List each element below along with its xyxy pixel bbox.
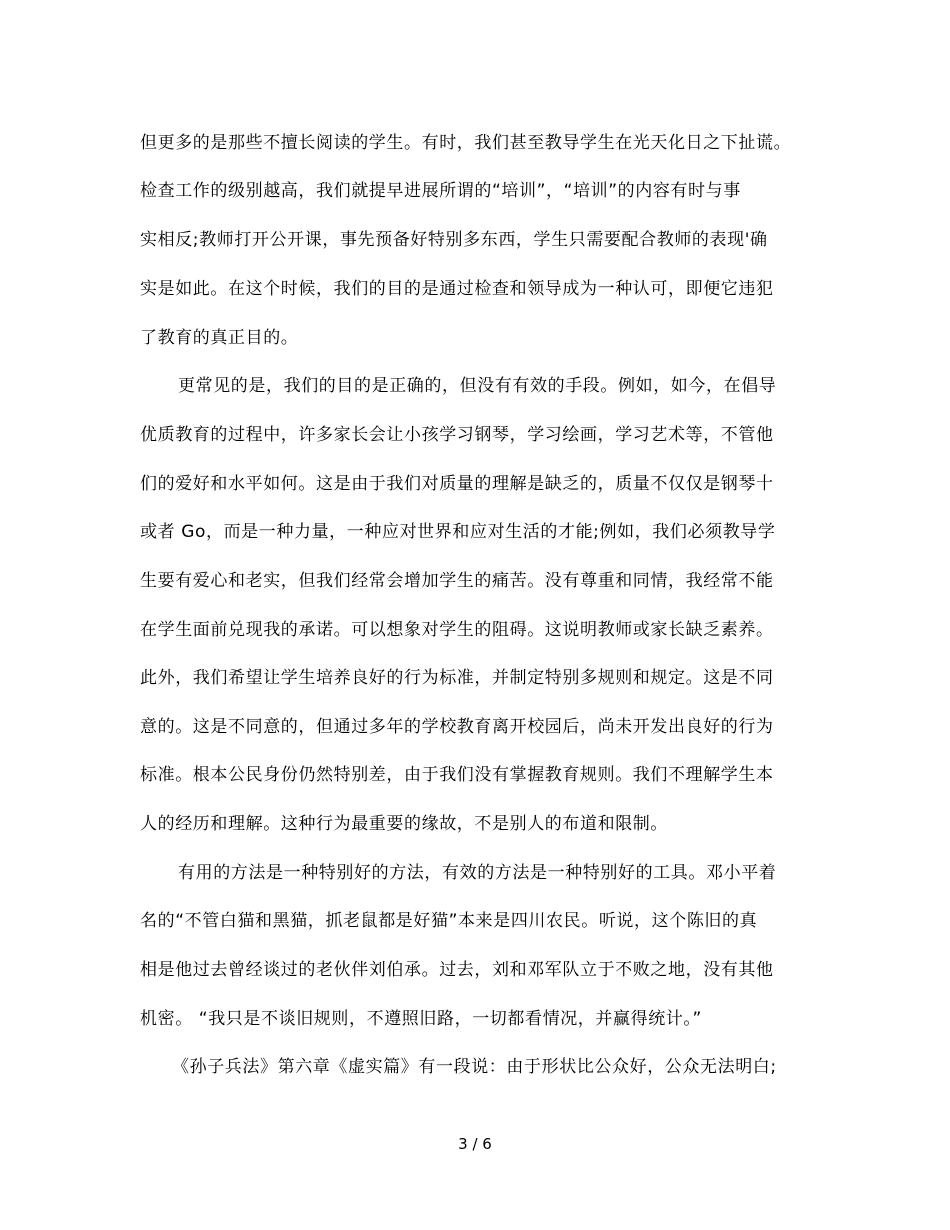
text-line: 但更多的是那些不擅长阅读的学生。有时，我们甚至教导学生在光天化日之下扯谎。	[140, 133, 792, 153]
page-number: 3 / 6	[458, 1135, 492, 1153]
text-line: 在学生面前兑现我的承诺。可以想象对学生的阻碍。这说明教师或家长缺乏素养。	[140, 620, 774, 640]
text-line: 此外，我们希望让学生培养良好的行为标准，并制定特别多规则和规定。这是不同	[140, 668, 774, 688]
text-line: 们的爱好和水平如何。这是由于我们对质量的理解是缺乏的，质量不仅仅是钢琴十	[140, 474, 774, 494]
text-line: 更常见的是，我们的目的是正确的，但没有有效的手段。例如，如今，在倡导	[178, 376, 777, 396]
text-line: 实相反;教师打开公开课，事先预备好特别多东西，学生只需要配合教师的表现'确	[140, 230, 768, 250]
text-line: 意的。这是不同意的，但通过多年的学校教育离开校园后，尚未开发出良好的行为	[140, 717, 774, 737]
text-line: 名的“不管白猫和黑猫，抓老鼠都是好猫”本来是四川农民。听说，这个陈旧的真	[140, 911, 758, 931]
text-line: 标准。根本公民身份仍然特别差，由于我们没有掌握教育规则。我们不理解学生本	[140, 765, 774, 785]
text-line: 相是他过去曾经谈过的老伙伴刘伯承。过去，刘和邓军队立于不败之地，没有其他	[140, 960, 774, 980]
text-line: 了教育的真正目的。	[140, 328, 299, 348]
text-line: 生要有爱心和老实，但我们经常会增加学生的痛苦。没有尊重和同情，我经常不能	[140, 571, 774, 591]
text-line: 《孙子兵法》第六章《虚实篇》有一段说：由于形状比公众好，公众无法明白;	[172, 1057, 777, 1077]
text-line: 机密。 “我只是不谈旧规则，不遵照旧路，一切都看情况，并赢得统计。”	[140, 1009, 702, 1029]
text-line: 检查工作的级别越高，我们就提早进展所谓的“培训”，“培训”的内容有时与事	[140, 181, 741, 201]
text-line: 有用的方法是一种特别好的方法，有效的方法是一种特别好的工具。邓小平着	[178, 863, 777, 883]
text-line: 或者 Go，而是一种力量，一种应对世界和应对生活的才能;例如，我们必须教导学	[140, 522, 776, 542]
text-line: 人的经历和理解。这种行为最重要的缘故，不是别人的布道和限制。	[140, 814, 668, 834]
text-line: 优质教育的过程中，许多家长会让小孩学习钢琴，学习绘画，学习艺术等，不管他	[140, 425, 774, 445]
text-line: 实是如此。在这个时候，我们的目的是通过检查和领导成为一种认可，即便它违犯	[140, 279, 774, 299]
